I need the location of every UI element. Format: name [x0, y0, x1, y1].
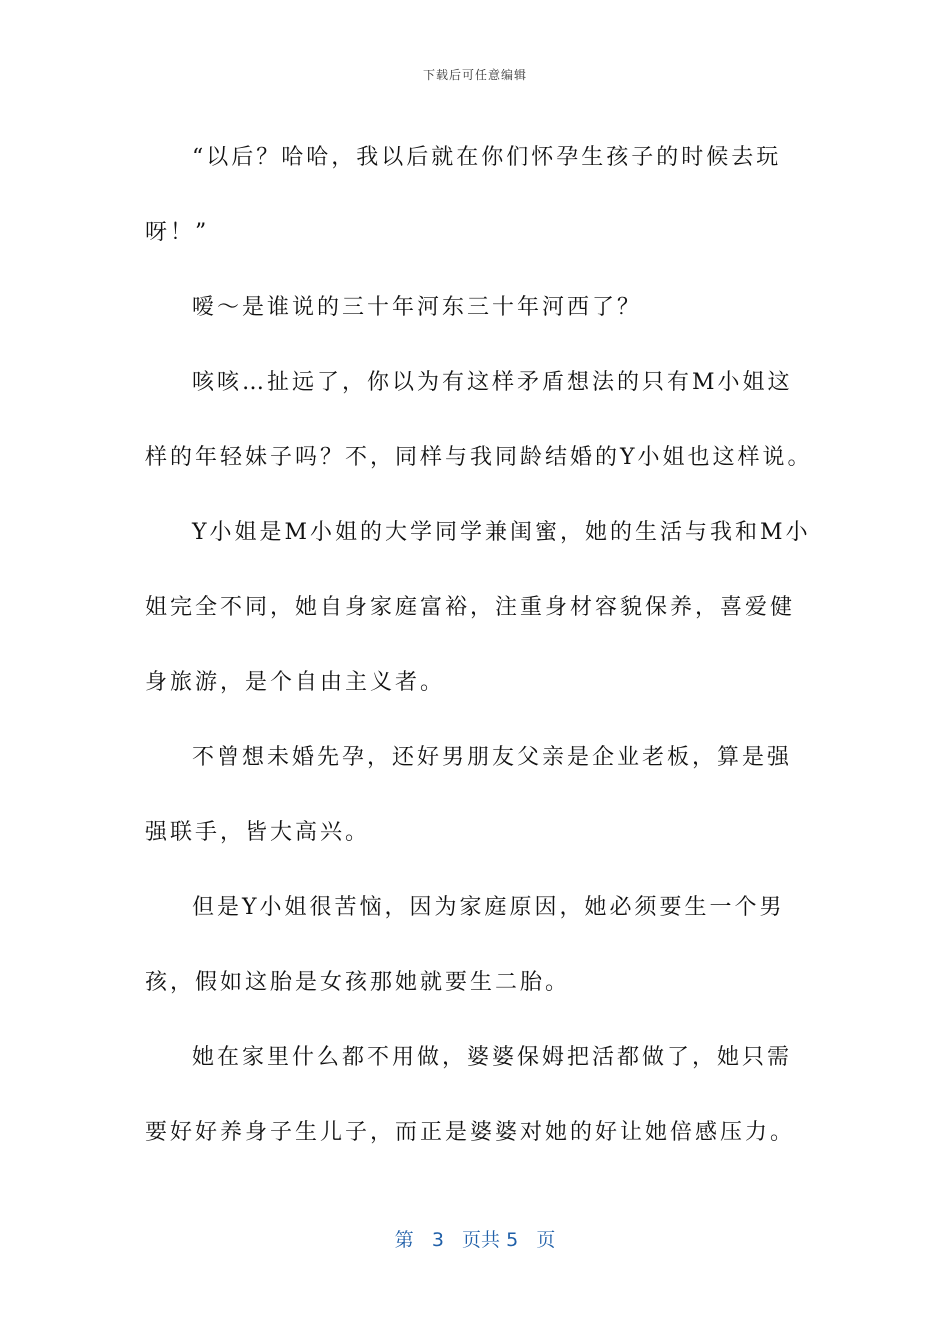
footer-current-page: 3	[431, 1229, 444, 1251]
page-header: 下载后可任意编辑	[422, 68, 527, 82]
footer-suffix: 页	[536, 1229, 556, 1251]
paragraph-5: 不曾想未婚先孕，还好男朋友父亲是企业老板，算是强强联手，皆大高兴。	[145, 745, 793, 845]
footer-middle: 页共	[462, 1229, 501, 1251]
paragraph-6: 但是Y小姐很苦恼，因为家庭原因，她必须要生一个男孩，假如这胎是女孩那她就要生二胎。	[145, 895, 785, 995]
paragraph-2: 嗳～是谁说的三十年河东三十年河西了？	[192, 295, 643, 320]
document-body	[145, 120, 815, 1170]
paragraph-4: Y小姐是M小姐的大学同学兼闺蜜，她的生活与我和M小姐完全不同，她自身家庭富裕，注重身材容貌保养，喜爱健身旅游，是个自由主义者。	[145, 520, 811, 695]
footer-prefix: 第	[394, 1229, 414, 1251]
paragraph-1: “以后？哈哈，我以后就在你们怀孕生孩子的时候去玩呀！”	[145, 145, 782, 245]
footer-total-pages: 5	[506, 1229, 519, 1251]
paragraph-3: 咳咳…扯远了，你以为有这样矛盾想法的只有M小姐这样的年轻妹子吗？不，同样与我同龄结婚的Y小姐也这样说。	[145, 370, 813, 470]
paragraph-7: 她在家里什么都不用做，婆婆保姆把活都做了，她只需要好好养身子生儿子，而正是婆婆对她的好让她倍感压力。	[145, 1045, 796, 1145]
page-footer	[0, 1225, 950, 1252]
